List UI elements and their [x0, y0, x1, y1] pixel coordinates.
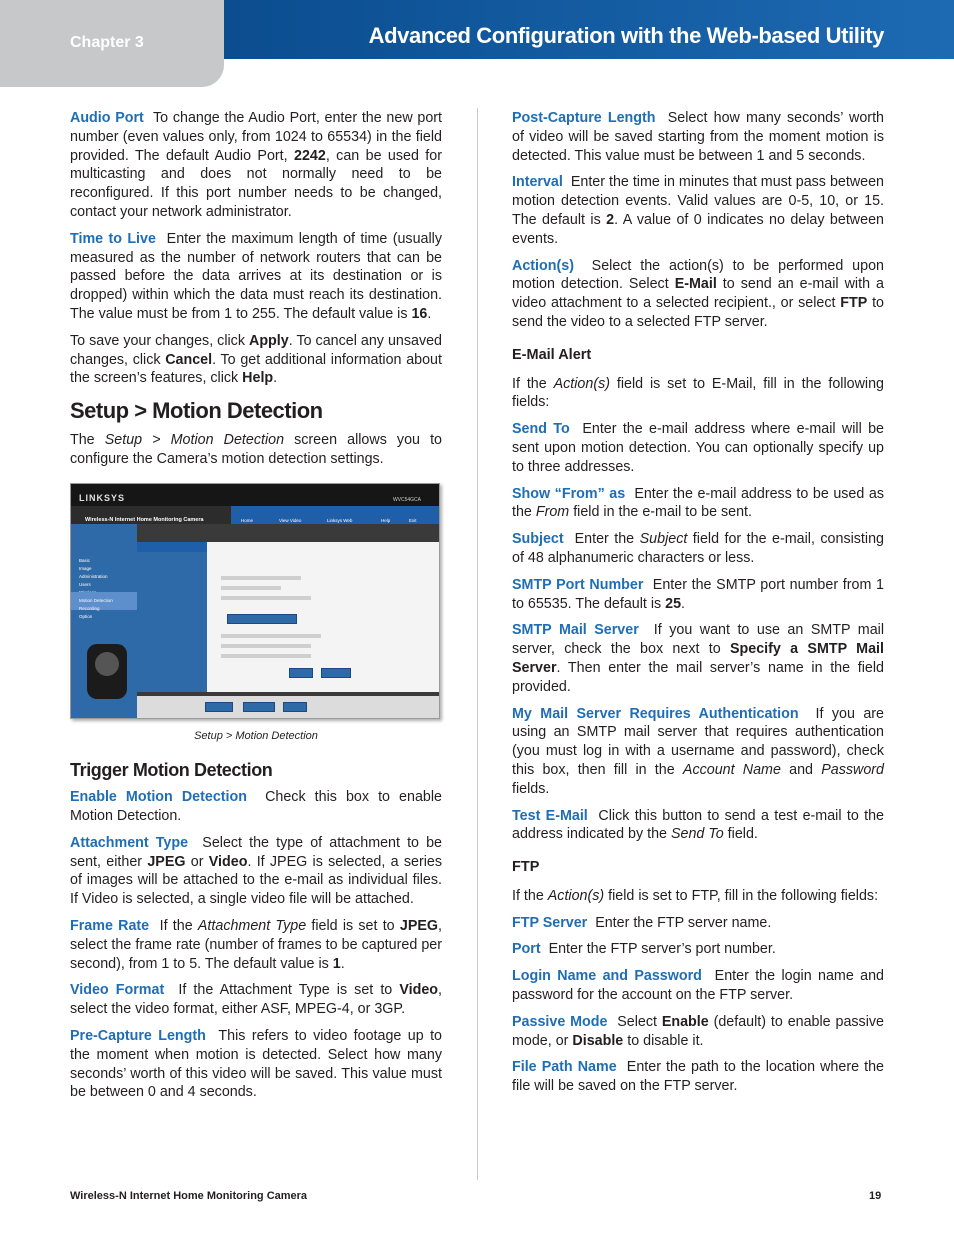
chapter-label: Chapter 3 [70, 34, 144, 51]
motion-detection-screenshot [70, 483, 440, 719]
ftp-title: FTP [512, 859, 540, 876]
paragraph-subject: Subject Enter the Subject field for the e-mail, consisting of 48 alphanumeric characters or less. [512, 531, 884, 566]
footer-product: Wireless-N Internet Home Monitoring Camera [70, 1190, 308, 1202]
paragraph-send-to: Send To Enter the e-mail address where e-mail will be sent upon motion detection. You can optionally specify up to three addresses. [512, 421, 884, 475]
paragraph-file-path: File Path Name Enter the path to the location where the file will be saved on the FTP server. [512, 1059, 884, 1095]
paragraph-enable-motion: Enable Motion Detection Check this box to enable Motion Detection. [70, 789, 442, 824]
right-column [512, 109, 884, 1104]
section-title: Setup > Motion Detection [70, 398, 323, 424]
paragraph-login: Login Name and Password Enter the login name and password for the account on the FTP server. [512, 968, 884, 1004]
figure-caption: Setup > Motion Detection [194, 729, 318, 742]
settings-panel-header [137, 542, 207, 552]
paragraph-ftp-server: FTP Server Enter the FTP server name. [512, 914, 772, 931]
paragraph-test-email: Test E-Mail Click this button to send a test e-mail to the address indicated by the Send To field. [512, 807, 884, 843]
paragraph-port: Port Enter the FTP server’s port number. [512, 941, 776, 958]
left-column [70, 109, 442, 1110]
cancel-button [243, 702, 275, 712]
apply-button [205, 702, 233, 712]
section-intro: The Setup > Motion Detection screen allows you to configure the Camera’s motion detection settings. [70, 431, 442, 467]
clear-button [321, 668, 351, 678]
settings-row [221, 596, 311, 600]
paragraph-frame-rate: Frame Rate If the Attachment Type field is set to JPEG, select the frame rate (number of frames to be captured per second), from 1 to 5. The default value is 1. [70, 917, 443, 972]
linksys-logo: LINKSYS [79, 492, 126, 503]
schedule-button [227, 614, 297, 624]
paragraph-time-to-live: Time to Live Enter the maximum length of time (usually measured as the number of network routers that can be passed before the data arrives at its destination or is dropped) within which the data must reach its destination. The value must be from 1 to 255. The default value is 16. [70, 230, 442, 322]
product-name-bar: Wireless-N Internet Home Monitoring Camera [71, 506, 231, 524]
camera-lens [95, 652, 119, 676]
ftp-intro: If the Action(s) field is set to FTP, fill in the following fields: [512, 887, 879, 904]
paragraph-passive-mode: Passive Mode Select Enable (default) to enable passive mode, or Disable to disable it. [512, 1013, 884, 1049]
model-label: WVC54GCA [392, 496, 421, 503]
header-bar [224, 0, 954, 59]
screenshot-nav: Home View Video Linksys Web Help Exit [231, 506, 439, 524]
paragraph-interval: Interval Enter the time in minutes that must pass between motion detection events. Valid values are 0-5, 10, or 15. The default is 2. A value of 0 indicates no delay between events. [512, 174, 884, 247]
subsection-title: Trigger Motion Detection [70, 760, 273, 781]
email-alert-title: E-Mail Alert [512, 346, 592, 363]
paragraph-show-from: Show “From” as Enter the e-mail address to be used as the From field in the e-mail to be sent. [512, 485, 884, 521]
screenshot-sidebar: Basic Image Administration Users Motion Detection Recording Option [71, 524, 137, 718]
settings-row [221, 634, 321, 638]
column-divider [477, 108, 478, 1180]
settings-row [221, 576, 301, 580]
paragraph-smtp-server: SMTP Mail Server If you want to use an SMTP mail server, check the box next to Specify a SMTP Mail Server. Then enter the mail server’s name in the field provided. [512, 622, 884, 695]
paragraph-smtp-port: SMTP Port Number Enter the SMTP port number from 1 to 65535. The default is 25. [512, 576, 884, 612]
paragraph-post-capture: Post-Capture Length Select how many seconds’ worth of video will be saved starting from the moment motion is detected. This value must be between 1 and 5 seconds. [512, 110, 884, 164]
help-button [283, 702, 307, 712]
email-alert-intro: If the Action(s) field is set to E-Mail, fill in the following fields: [512, 375, 885, 411]
add-button [289, 668, 313, 678]
chapter-tab [0, 0, 224, 87]
paragraph-save-changes: To save your changes, click Apply. To cancel any unsaved changes, click Cancel. To get additional information about the screen’s features, click Help. [70, 332, 443, 387]
paragraph-actions: Action(s) Select the action(s) to be performed upon motion detection. Select E-Mail to send an e-mail with a video attachment to a selected recipient., or select FTP to send the video to a selected FTP server. [512, 257, 884, 330]
page-number: 19 [869, 1190, 882, 1202]
paragraph-attachment-type: Attachment Type Select the type of attachment to be sent, either JPEG or Video. If JPEG is selected, a series of images will be attached to the e-mail as individual files. If Video is selected, a single video file will be attached. [70, 834, 443, 908]
settings-row [221, 644, 311, 648]
paragraph-auth: My Mail Server Requires Authentication If you are using an SMTP mail server that requires authentication (you must log in with a username and password), check this box, then fill in the Account Name and Password fields. [512, 705, 884, 797]
paragraph-video-format: Video Format If the Attachment Type is set to Video, select the video format, either ASF, MPEG-4, or 3GP. [70, 982, 442, 1018]
paragraph-audio-port: Audio Port To change the Audio Port, enter the new port number (even values only, from 1024 to 65534) in the field provided. The default Audio Port, 2242, can be used for multicasting and does not normally need to be reconfigured. If this port number needs to be changed, contact your network administrator. [70, 110, 443, 220]
paragraph-pre-capture: Pre-Capture Length This refers to video footage up to the moment when motion is detected. Select how many seconds’ worth of this video will be saved. This value must be between 0 and 4 seconds. [70, 1027, 442, 1101]
settings-row [221, 586, 281, 590]
page-title: Advanced Configuration with the Web-based Utility [368, 23, 884, 48]
settings-row [221, 654, 311, 658]
settings-panel-side [137, 552, 207, 692]
screenshot-topbar [71, 484, 439, 506]
